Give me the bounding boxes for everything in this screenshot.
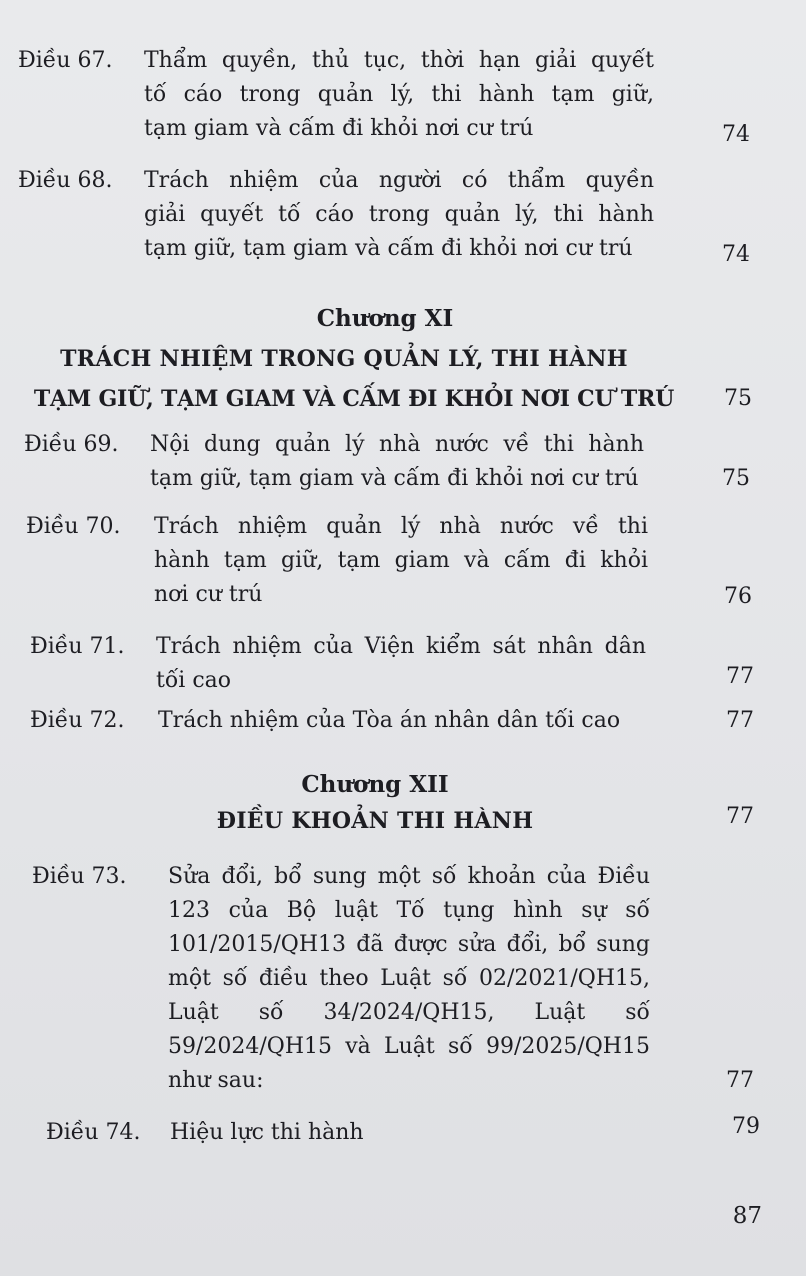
article-title	[150, 428, 644, 496]
title-line: Hiệu lực thi hành	[170, 1120, 364, 1145]
chapter-label: Chương XII	[301, 771, 449, 798]
title-line: một số điều theo Luật số 02/2021/QH15,	[168, 966, 650, 991]
title-line: giải quyết tố cáo trong quản lý, thi hành	[144, 202, 654, 227]
title-line: Trách nhiệm của Tòa án nhân dân tối cao	[158, 708, 621, 733]
title-line: như sau:	[168, 1068, 264, 1093]
title-line: 101/2015/QH13 đã được sửa đổi, bổ sung	[168, 932, 650, 957]
title-line: nơi cư trú	[154, 582, 263, 607]
page-number: 75	[722, 466, 750, 491]
title-line: tối cao	[156, 668, 232, 693]
article-number: Điều 74.	[46, 1120, 141, 1145]
chapter-title-line: TẠM GIỮ, TẠM GIAM VÀ CẤM ĐI KHỎI NƠI CƯ TRÚ	[33, 386, 675, 412]
title-line: 59/2024/QH15 và Luật số 99/2025/QH15	[168, 1034, 650, 1059]
title-line: Nội dung quản lý nhà nước về thi hành	[150, 432, 644, 457]
page-number: 74	[722, 242, 750, 267]
title-line: Sửa đổi, bổ sung một số khoản của Điều	[168, 864, 650, 889]
title-line: Thẩm quyền, thủ tục, thời hạn giải quyết	[144, 48, 654, 73]
page-number: 74	[722, 122, 750, 147]
title-line: tố cáo trong quản lý, thi hành tạm giữ,	[144, 82, 654, 107]
article-title	[154, 510, 648, 612]
title-line: tạm giữ, tạm giam và cấm đi khỏi nơi cư trú	[150, 466, 639, 491]
article-title	[144, 44, 654, 146]
article-title	[144, 164, 654, 266]
title-line: Trách nhiệm quản lý nhà nước về thi	[154, 514, 648, 539]
title-line: tạm giữ, tạm giam và cấm đi khỏi nơi cư trú	[144, 236, 633, 261]
page-number: 75	[724, 386, 752, 411]
folio-page-number: 87	[732, 1203, 762, 1229]
title-line: hành tạm giữ, tạm giam và cấm đi khỏi	[154, 548, 648, 573]
page-number: 77	[726, 664, 754, 689]
title-line: Luật số 34/2024/QH15, Luật số	[168, 1000, 650, 1025]
article-title	[168, 860, 650, 1098]
page-number: 77	[726, 708, 754, 733]
title-line: tạm giam và cấm đi khỏi nơi cư trú	[144, 116, 534, 141]
article-title	[170, 1116, 570, 1150]
page-number: 77	[726, 804, 754, 829]
article-number: Điều 67.	[18, 48, 113, 73]
article-number: Điều 73.	[32, 864, 127, 889]
page-number: 77	[726, 1068, 754, 1093]
article-number: Điều 68.	[18, 168, 113, 193]
chapter-title-line: TRÁCH NHIỆM TRONG QUẢN LÝ, THI HÀNH	[60, 346, 628, 372]
page-number: 76	[724, 584, 752, 609]
article-number: Điều 71.	[30, 634, 125, 659]
article-number: Điều 69.	[24, 432, 119, 457]
article-title	[158, 704, 658, 738]
article-number: Điều 72.	[30, 708, 125, 733]
article-title	[156, 630, 646, 698]
page-number: 79	[732, 1114, 760, 1139]
chapter-label: Chương XI	[316, 305, 454, 332]
chapter-title-line: ĐIỀU KHOẢN THI HÀNH	[216, 808, 534, 834]
title-line: Trách nhiệm của Viện kiểm sát nhân dân	[156, 634, 646, 659]
article-number: Điều 70.	[26, 514, 121, 539]
title-line: Trách nhiệm của người có thẩm quyền	[144, 168, 654, 193]
title-line: 123 của Bộ luật Tố tụng hình sự số	[168, 898, 650, 923]
